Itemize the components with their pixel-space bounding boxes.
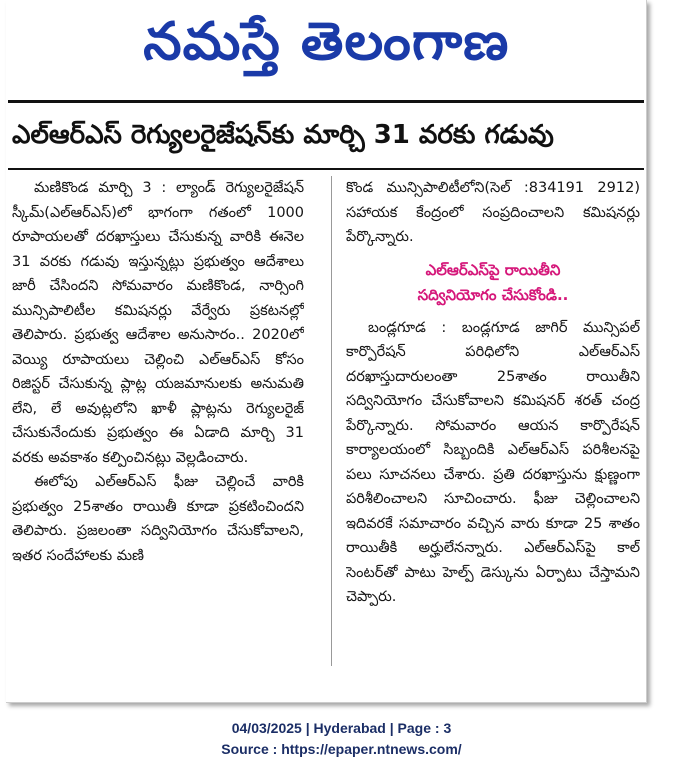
article-paragraph: కొండ మున్సిపాలిటీలోని(సెల్ :834191 2912) సహాయక కేంద్రంలో సంప్రదించాలని కమిషనర్లు పేర్కొన్నారు. [346, 180, 640, 245]
headline-top-rule [8, 100, 644, 103]
newspaper-clipping [6, 0, 647, 703]
subheading-line: ఎల్‌ఆర్‌ఎస్‌పై రాయితీని [425, 260, 561, 279]
article-paragraph: ఈలోపు ఎల్‌ఆర్‌ఎస్ ఫీజు చెల్లించే వారికి ప్రభుత్వం 25శాతం రాయితీ కూడా ప్రకటించిందని తెలిపారు. ప్రజలంతా సద్వినియోగం చేసుకోవాలని, ఇతర సందేహాలకు మణి [12, 474, 304, 564]
newspaper-logo: నమస్తే తెలంగాణ [142, 12, 510, 72]
source-footer [0, 718, 683, 760]
masthead [6, 6, 646, 78]
footer-date-line: 04/03/2025 | Hyderabad | Page : 3 [231, 720, 452, 736]
column-divider [331, 176, 332, 666]
article-column-left [12, 176, 304, 676]
article-column-right [346, 176, 640, 676]
footer-source-line: Source : https://epaper.ntnews.com/ [221, 741, 462, 757]
article-headline: ఎల్‌ఆర్‌ఎస్ రెగ్యులరైజేషన్‌కు మార్చి 31 వరకు గడువు [12, 120, 554, 150]
subheading-line: సద్వినియోగం చేసుకోండి.. [417, 285, 569, 304]
article-subheading [346, 258, 640, 308]
article-paragraph: బండ్లగూడ : బండ్లగూడ జాగిర్ మున్సిపల్ కార్పొరేషన్ పరిధిలోని ఎల్‌ఆర్‌ఎస్ దరఖాస్తుదారులంతా 25శాతం రాయితీని సద్వినియోగం చేసుకోవాలని కమిషనర్ శరత్ చంద్ర పేర్కొన్నారు. సోమవారం ఆయన కార్పొరేషన్ కార్యాలయంలో సిబ్బందికి ఎల్‌ఆర్‌ఎస్ పరిశీలనపై పలు సూచనలు చేశారు. ప్రతి దరఖాస్తును క్షుణ్ణంగా పరిశీలించాలని సూచించారు. ఫీజు చెల్లించాలని ఇదివరకే సమాచారం వచ్చిన వారు కూడా 25 శాతం రాయితీకి అర్హులేనన్నారు. ఎల్‌ఆర్‌ఎస్‌పై కాల్ సెంటర్‌తో పాటు హెల్ప్ డెస్కును ఏర్పాటు చేస్తామని చెప్పారు. [346, 319, 640, 605]
article-paragraph: మణికొండ మార్చి 3 : ల్యాండ్ రెగ్యులరైజేషన్ స్కీమ్(ఎల్‌ఆర్‌ఎస్)లో భాగంగా గతంలో 1000 రూపాయలతో దరఖాస్తులు చేసుకున్న వారికి ఈనెల 31 వరకు గడువు ఇస్తున్నట్లు ప్రభుత్వం ఆదేశాలు జారీ చేసిందని సోమవారం మణికొండ, నార్సింగి మున్సిపాలిటీల కమిషనర్లు వేర్వేరు ప్రకటనల్లో తెలిపారు. ప్రభుత్వ ఆదేశాల అనుసారం.. 2020లో వెయ్యి రూపాయలు చెల్లించి ఎల్‌ఆర్‌ఎస్ కోసం రిజిస్టర్ చేసుకున్న ప్లాట్ల యజమానులకు అనుమతి లేని, లే అవుట్లలోని ఖాళీ ప్లాట్లను రెగ్యులరైజ్ చేసుకునేందుకు ప్రభుత్వం ఈ ఏడాది మార్చి 31 వరకు అవకాశం కల్పించినట్లు వెల్లడించారు. [12, 180, 304, 466]
headline-bottom-rule [8, 168, 644, 170]
